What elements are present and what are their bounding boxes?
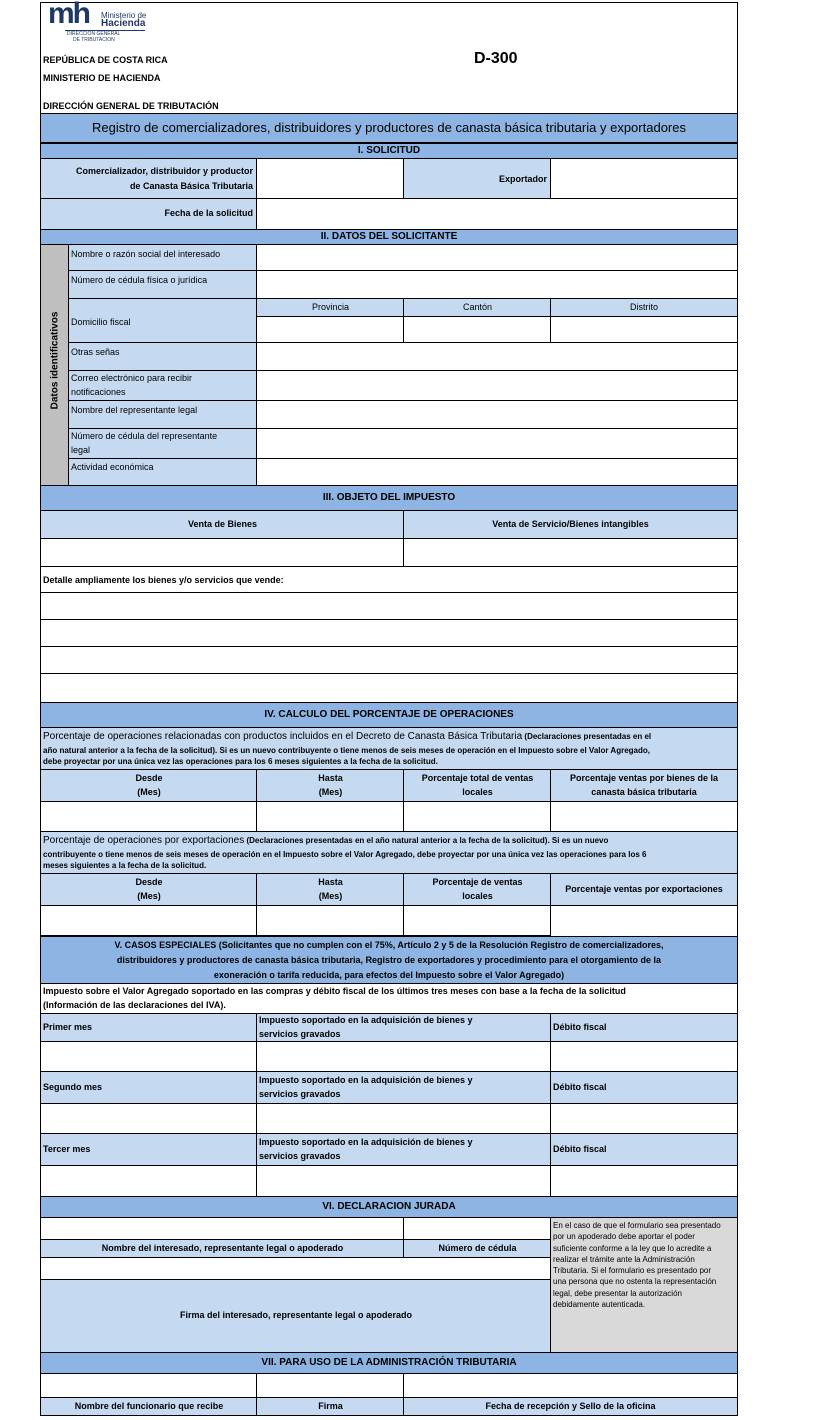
declarant-id-field[interactable]	[404, 1218, 551, 1240]
label-provincia: Provincia	[257, 299, 404, 317]
section-6-title: VI. DECLARACION JURADA	[41, 1196, 737, 1218]
export-paragraph-line3: meses siguientes a la fecha de la solicitud.	[43, 861, 207, 870]
debito-3-field[interactable]	[551, 1166, 737, 1196]
exp-label-pct-ventas: Porcentaje de ventas locales	[404, 874, 551, 906]
checkbox-exporter[interactable]	[551, 159, 737, 199]
cbt-paragraph-main: Porcentaje de operaciones relacionadas con productos incluidos en el Decreto de Canasta Básica Tributaria	[43, 731, 523, 742]
exp-desde-field[interactable]	[41, 906, 257, 936]
rep-name-field[interactable]	[257, 401, 737, 429]
declarant-name-field[interactable]	[41, 1218, 404, 1240]
mes3-field[interactable]	[41, 1166, 257, 1196]
mes1-field[interactable]	[41, 1042, 257, 1072]
label-servicio: Venta de Servicio/Bienes intangibles	[404, 511, 737, 539]
label-debito-1: Débito fiscal	[551, 1014, 737, 1042]
logo-line1: Ministerio de	[101, 11, 147, 20]
exp-label-desde: Desde (Mes)	[41, 874, 257, 906]
label-official-signature: Firma	[257, 1398, 404, 1415]
export-paragraph-main: Porcentaje de operaciones por exportaciones	[43, 835, 245, 846]
section-5-title: V. CASOS ESPECIALES (Solicitantes que no cumplen con el 75%, Artículo 2 y 5 de la Resolución Registro de comercializadores, distribuidores y productores de canasta básica tributaria, Registro de exportadores y procedimiento para el otorgamiento de la exoneración o tarifa reducida, para efectos del Impuesto sobre el Valor Agregado)	[41, 936, 737, 984]
detalle-line-2[interactable]	[41, 620, 737, 647]
label-mes2: Segundo mes	[41, 1072, 257, 1104]
side-label: Datos identificativos	[49, 311, 61, 410]
label-signature: Firma del interesado, representante legal o apoderado	[41, 1280, 551, 1352]
label-debito-2: Débito fiscal	[551, 1072, 737, 1104]
request-date-field[interactable]	[257, 199, 737, 229]
cbt-label-pct-cbt: Porcentaje ventas por bienes de la canasta básica tributaria	[551, 770, 737, 802]
soportado-1-field[interactable]	[257, 1042, 551, 1072]
note-line: Tributaria. Si el formulario es presentado por	[553, 1266, 711, 1276]
reception-date-field[interactable]	[404, 1374, 737, 1398]
label-declarant-name: Nombre del interesado, representante legal o apoderado	[41, 1240, 404, 1258]
cbt-hasta-field[interactable]	[257, 802, 404, 832]
label-name: Nombre o razón social del interesado	[69, 245, 257, 271]
label-rep-id: Número de cédula del representante legal	[69, 429, 257, 459]
label-detalle: Detalle ampliamente los bienes y/o servicios que vende:	[41, 567, 737, 593]
label-email: Correo electrónico para recibir notificaciones	[69, 371, 257, 401]
note-line: por un apoderado debe aportar el poder	[553, 1232, 695, 1242]
rep-id-field[interactable]	[257, 429, 737, 459]
side-label-box	[41, 245, 69, 485]
servicio-field[interactable]	[404, 539, 737, 567]
exp-pct-export-field[interactable]	[551, 906, 737, 936]
cbt-paragraph-line3: debe proyectar por una única vez las operaciones para los 6 meses siguientes a la fecha de la solicitud.	[43, 757, 438, 766]
label-mes1: Primer mes	[41, 1014, 257, 1042]
label-actividad: Actividad económica	[69, 459, 257, 485]
form-code: D-300	[474, 50, 518, 67]
logo-mark: mh	[48, 0, 89, 30]
detalle-line-1[interactable]	[41, 593, 737, 620]
label-reception-date: Fecha de recepción y Sello de la oficina	[404, 1398, 737, 1415]
cbt-paragraph	[41, 728, 737, 770]
export-paragraph-line2: contribuyente o tiene menos de seis meses de operación en el Impuesto sobre el Valor Agregado, debe proyectar por una única vez las operaciones para los 6	[43, 850, 647, 859]
label-request-date: Fecha de la solicitud	[41, 199, 257, 229]
soportado-2-field[interactable]	[257, 1104, 551, 1134]
exp-pct-ventas-field[interactable]	[404, 906, 551, 936]
export-paragraph	[41, 832, 737, 874]
directorate-label: DIRECCIÓN GENERAL DE TRIBUTACIÓN	[43, 101, 219, 111]
detalle-line-3[interactable]	[41, 647, 737, 674]
detalle-line-4[interactable]	[41, 674, 737, 702]
logo-line2: Hacienda	[101, 18, 146, 29]
cbt-label-hasta: Hasta (Mes)	[257, 770, 404, 802]
form-title: Registro de comercializadores, distribuidores y productores de canasta básica tributaria y exportadores	[41, 113, 737, 143]
name-field[interactable]	[257, 245, 737, 271]
label-canton: Cantón	[404, 299, 551, 317]
label-soportado-2: Impuesto soportado en la adquisición de bienes y servicios gravados	[257, 1072, 551, 1104]
power-of-attorney-note	[551, 1218, 737, 1352]
note-line: realizar el trámite ante la Administración	[553, 1254, 695, 1264]
cbt-paragraph-line2: año natural anterior a la fecha de la solicitud). Si es un nuevo contribuyente o tiene menos de seis meses de operación en el Impuesto sobre el Valor Agregado,	[43, 746, 650, 755]
logo-sub1: DIRECCION GENERAL	[67, 31, 121, 37]
logo-sub2: DE TRIBUTACION	[73, 37, 115, 43]
bienes-field[interactable]	[41, 539, 404, 567]
distrito-field[interactable]	[551, 317, 737, 343]
label-soportado-1: Impuesto soportado en la adquisición de bienes y servicios gravados	[257, 1014, 551, 1042]
section-7-title: VII. PARA USO DE LA ADMINISTRACIÓN TRIBUTARIA	[41, 1352, 737, 1374]
label-commercializer: Comercializador, distribuidor y productor de Canasta Básica Tributaria	[41, 159, 257, 199]
label-official-name: Nombre del funcionario que recibe	[41, 1398, 257, 1415]
note-line: legal, debe presentar la autorización	[553, 1288, 682, 1298]
label-id: Número de cédula física o jurídica	[69, 271, 257, 299]
export-paragraph-rest: (Declaraciones presentadas en el año natural anterior a la fecha de la solicitud). Si es un nuevo	[244, 836, 609, 845]
cbt-paragraph-rest: (Declaraciones presentadas en el	[522, 732, 652, 741]
signature-field[interactable]	[41, 1258, 551, 1280]
label-mes3: Tercer mes	[41, 1134, 257, 1166]
note-line: En el caso de que el formulario sea presentado	[553, 1221, 721, 1230]
id-field[interactable]	[257, 271, 737, 299]
soportado-3-field[interactable]	[257, 1166, 551, 1196]
checkbox-commercializer[interactable]	[257, 159, 404, 199]
official-name-field[interactable]	[41, 1374, 257, 1398]
mes2-field[interactable]	[41, 1104, 257, 1134]
email-field[interactable]	[257, 371, 737, 401]
debito-2-field[interactable]	[551, 1104, 737, 1134]
casos-intro: Impuesto sobre el Valor Agregado soportado en las compras y débito fiscal de los últimos tres meses con base a la fecha de la solicitud (Información de las declaraciones del IVA).	[41, 984, 737, 1014]
note-line: debidamente autenticada.	[553, 1300, 646, 1310]
exp-label-pct-export: Porcentaje ventas por exportaciones	[551, 874, 737, 906]
label-declarant-id: Número de cédula	[404, 1240, 551, 1258]
logo	[45, 0, 155, 45]
ministry-label: MINISTERIO DE HACIENDA	[43, 73, 161, 83]
label-exporter: Exportador	[404, 159, 551, 199]
label-soportado-3: Impuesto soportado en la adquisición de bienes y servicios gravados	[257, 1134, 551, 1166]
cbt-pct-cbt-field[interactable]	[551, 802, 737, 832]
republic-label: REPÚBLICA DE COSTA RICA	[43, 55, 168, 65]
canton-field[interactable]	[404, 317, 551, 343]
note-line: suficiente conforme a la ley que lo acredite a	[553, 1243, 712, 1253]
section-2-title: II. DATOS DEL SOLICITANTE	[41, 229, 737, 245]
provincia-field[interactable]	[257, 317, 404, 343]
exp-label-hasta: Hasta (Mes)	[257, 874, 404, 906]
section-1-title: I. SOLICITUD	[41, 143, 737, 159]
exp-hasta-field[interactable]	[257, 906, 404, 936]
cbt-desde-field[interactable]	[41, 802, 257, 832]
otras-senas-field[interactable]	[257, 343, 737, 371]
section-3-title: III. OBJETO DEL IMPUESTO	[41, 485, 737, 511]
cbt-label-desde: Desde (Mes)	[41, 770, 257, 802]
label-domicilio: Domicilio fiscal	[69, 299, 257, 343]
note-line: una persona que no ostenta la representación	[553, 1277, 717, 1287]
label-otras-senas: Otras señas	[69, 343, 257, 371]
debito-1-field[interactable]	[551, 1042, 737, 1072]
cbt-label-pct-total: Porcentaje total de ventas locales	[404, 770, 551, 802]
section-4-title: IV. CALCULO DEL PORCENTAJE DE OPERACIONES	[41, 702, 737, 728]
form-d300	[40, 2, 738, 1416]
official-signature-field[interactable]	[257, 1374, 404, 1398]
label-debito-3: Débito fiscal	[551, 1134, 737, 1166]
actividad-field[interactable]	[257, 459, 737, 485]
label-distrito: Distrito	[551, 299, 737, 317]
label-rep-name: Nombre del representante legal	[69, 401, 257, 429]
label-bienes: Venta de Bienes	[41, 511, 404, 539]
cbt-pct-total-field[interactable]	[404, 802, 551, 832]
